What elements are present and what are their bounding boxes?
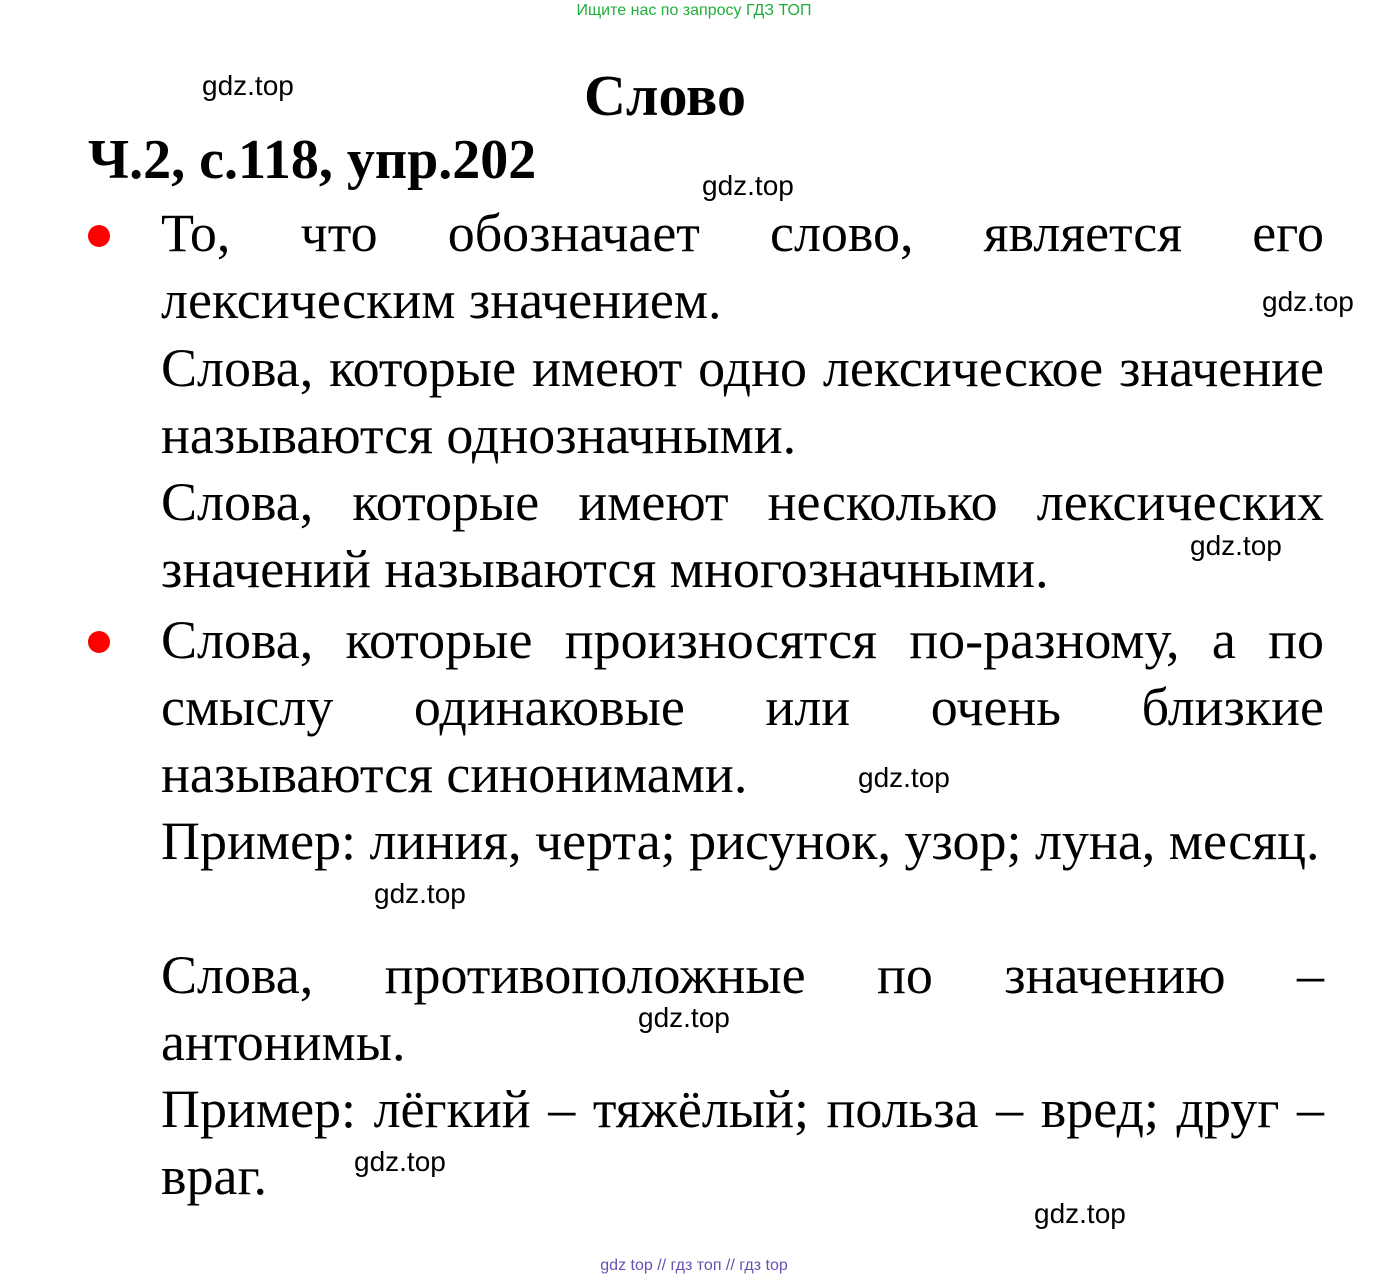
paragraph-single-meaning: Слова, которые имеют одно лексическое значение называются однозначными.	[161, 338, 1324, 465]
paragraph-multiple-meaning: Слова, которые имеют несколько лексических значений называются многозначными.	[161, 472, 1324, 599]
watermark: gdz.top	[1034, 1198, 1126, 1229]
paragraph-antonyms: Слова, противоположные по значению – антонимы.	[161, 945, 1324, 1072]
watermark: gdz.top	[858, 762, 950, 793]
paragraph-synonyms: Слова, которые произносятся по-разному, а по смыслу одинаковые или очень близкие называются синонимами.	[161, 610, 1324, 804]
watermark: gdz.top	[354, 1146, 446, 1177]
exercise-reference: Ч.2, с.118, упр.202	[88, 129, 537, 191]
bullet-marker	[88, 225, 110, 247]
bullet-marker	[88, 631, 110, 653]
footer-links: gdz top // гдз топ // гдз top	[600, 1257, 788, 1274]
watermark: gdz.top	[374, 878, 466, 909]
watermark: gdz.top	[1262, 286, 1354, 317]
top-banner: Ищите нас по запросу ГДЗ ТОП	[576, 2, 812, 19]
paragraph-definition: То, что обозначает слово, является его лексическим значением.	[161, 203, 1324, 330]
page-title: Слово	[584, 63, 746, 128]
paragraph-synonym-example: Пример: линия, черта; рисунок, узор; луна, месяц.	[161, 811, 1320, 871]
watermark: gdz.top	[1190, 530, 1282, 561]
watermark: gdz.top	[638, 1002, 730, 1033]
paragraph-antonym-example: Пример: лёгкий – тяжёлый; польза – вред; друг – враг.	[161, 1079, 1324, 1206]
watermark: gdz.top	[202, 70, 294, 101]
watermark: gdz.top	[702, 170, 794, 201]
